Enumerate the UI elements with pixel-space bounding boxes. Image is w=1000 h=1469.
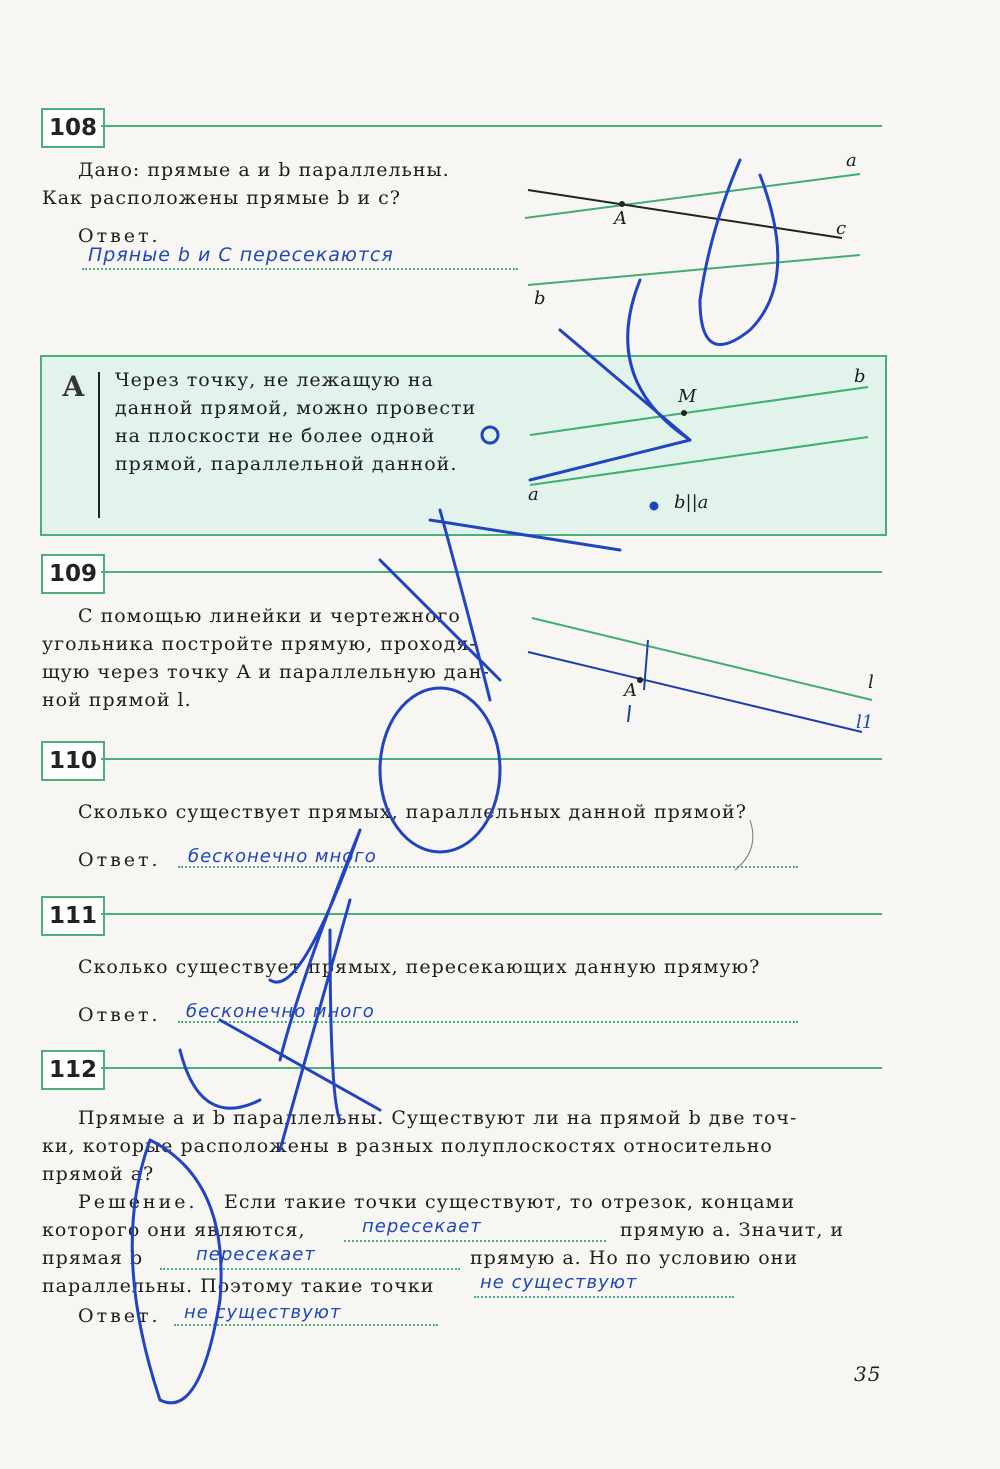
figure-109 — [528, 618, 872, 732]
axiom-line3: на плоскости не более одной — [115, 425, 436, 447]
scribble-dot — [482, 427, 498, 443]
axiom-letter: А — [62, 370, 85, 403]
task-112-blank3-handwritten: не существуют — [480, 1272, 638, 1293]
task-108-question-line2: Как расположены прямые b и c? — [42, 187, 401, 209]
fig108-label-b: b — [534, 288, 546, 309]
task-112-answer-handwritten: не существуют — [184, 1302, 342, 1323]
scribble-loop — [132, 1140, 221, 1403]
task-112-solution-line3-start: прямая b — [42, 1247, 144, 1269]
scribble-stroke — [180, 1020, 380, 1110]
task-112-solution-line3-end: прямую a. Но по условию они — [470, 1247, 798, 1269]
point-A — [619, 201, 625, 207]
line-a — [525, 174, 860, 218]
task-number-109: 109 — [41, 554, 105, 594]
axiom-label-M: M — [678, 386, 697, 407]
scribble-ellipse — [380, 688, 500, 852]
task-111-answer-label: Ответ. — [78, 1004, 161, 1026]
figure-axiom — [530, 387, 868, 485]
line-b — [528, 255, 860, 285]
task-109-line3: щую через точку A и параллельную дан- — [42, 661, 490, 683]
line-a — [530, 437, 868, 485]
fig108-label-A: A — [614, 208, 627, 229]
axiom-line1: Через точку, не лежащую на — [115, 369, 434, 391]
scribble-dot — [651, 503, 657, 509]
figure-108 — [525, 174, 860, 285]
task-112-line3: прямой a? — [42, 1163, 155, 1185]
fig109-label-l1: l1 — [856, 712, 874, 733]
task-108-answer-label: Ответ. — [78, 225, 161, 247]
task-112-line2: ки, которые расположены в разных полуплоскостях относительно — [42, 1135, 773, 1157]
task-110-question: Сколько существует прямых, параллельных данной прямой? — [78, 801, 747, 823]
scribble-stroke — [430, 440, 690, 550]
axiom-line4: прямой, параллельной данной. — [115, 453, 458, 475]
axiom-line2: данной прямой, можно провести — [115, 397, 477, 419]
task-109-line1: С помощью линейки и чертежного — [78, 605, 461, 627]
task-109-line4: ной прямой l. — [42, 689, 192, 711]
task-112-solution-line2-end: прямую a. Значит, и — [620, 1219, 845, 1241]
scribble-stroke — [380, 510, 500, 700]
task-112-blank2-handwritten: пересекает — [196, 1244, 316, 1265]
task-112-blank1-handwritten: пересекает — [362, 1216, 482, 1237]
scribble-loop — [700, 160, 778, 345]
fig108-label-c: c — [836, 218, 847, 239]
task-112-line1: Прямые a и b параллельны. Существуют ли на прямой b две точ- — [78, 1107, 798, 1129]
task-112-solution-label: Решение. — [78, 1191, 198, 1213]
task-110-answer-handwritten: бесконечно много — [188, 846, 377, 867]
line-b — [530, 387, 868, 435]
task-112-solution-line2-start: которого они являются, — [42, 1219, 306, 1241]
task-number-108: 108 — [41, 108, 105, 148]
task-108-question-line1: Дано: прямые a и b параллельны. — [78, 159, 450, 181]
ink-scribble — [132, 160, 778, 1403]
task-111-question: Сколько существует прямых, пересекающих данную прямую? — [78, 956, 761, 978]
pencil-mark — [735, 820, 753, 870]
axiom-label-b: b — [854, 366, 866, 387]
task-109-line2: угольника постройте прямую, проходя- — [42, 633, 477, 655]
construction-mark — [644, 640, 648, 690]
line-l — [532, 618, 872, 700]
task-110-answer-label: Ответ. — [78, 849, 161, 871]
axiom-label-relation: b||a — [674, 492, 709, 513]
point-M — [681, 410, 687, 416]
fig109-label-l: l — [868, 672, 874, 693]
fig109-label-A: A — [624, 680, 637, 701]
task-111-answer-handwritten: бесконечно много — [186, 1001, 375, 1022]
task-112-answer-label: Ответ. — [78, 1305, 161, 1327]
line-l1 — [528, 652, 862, 732]
page-number: 35 — [854, 1362, 882, 1386]
task-number-110: 110 — [41, 741, 105, 781]
task-108-answer-handwritten: Пряные b и C пересекаются — [88, 244, 394, 266]
fig108-label-a: a — [846, 150, 857, 171]
axiom-label-a: a — [528, 484, 539, 505]
task-112-solution-line4: параллельны. Поэтому такие точки — [42, 1275, 435, 1297]
point-A — [637, 677, 643, 683]
construction-mark — [628, 705, 630, 722]
task-112-solution-line1: Если такие точки существуют, то отрезок, концами — [224, 1191, 795, 1213]
task-number-111: 111 — [41, 896, 105, 936]
task-number-112: 112 — [41, 1050, 105, 1090]
